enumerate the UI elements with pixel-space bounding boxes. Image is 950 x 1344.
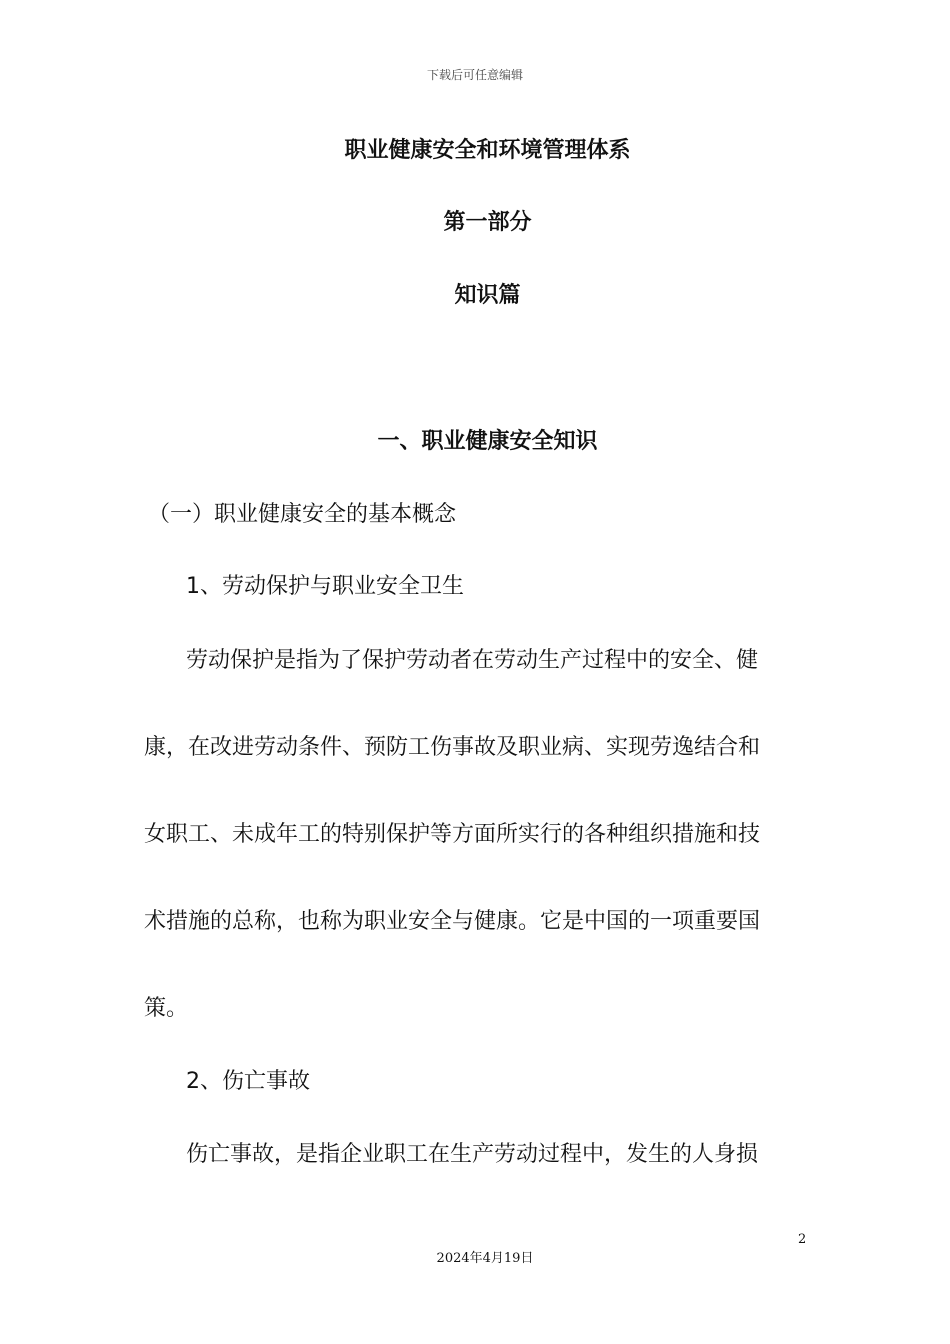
section-heading: 一、职业健康安全知识 [377, 429, 598, 454]
page-number: 2 [798, 1232, 807, 1247]
paragraph-line: 康，在改进劳动条件、预防工伤事故及职业病、实现劳逸结合和 [144, 735, 761, 760]
paragraph-line: 术措施的总称，也称为职业安全与健康。它是中国的一项重要国 [144, 909, 761, 934]
paragraph-line: 劳动保护是指为了保护劳动者在劳动生产过程中的安全、健 [186, 648, 759, 673]
paragraph-line: 女职工、未成年工的特别保护等方面所实行的各种组织措施和技 [144, 822, 761, 847]
subsection-heading: （一）职业健康安全的基本概念 [148, 502, 457, 527]
paragraph-line: 伤亡事故，是指企业职工在生产劳动过程中，发生的人身损 [186, 1142, 759, 1167]
paragraph-line: 策。 [144, 996, 189, 1021]
item-heading-1: 1、劳动保护与职业安全卫生 [186, 574, 464, 599]
item-heading-2: 2、伤亡事故 [186, 1069, 310, 1094]
part-title: 第一部分 [443, 210, 532, 235]
part-name: 知识篇 [454, 283, 521, 308]
document-title: 职业健康安全和环境管理体系 [344, 138, 631, 163]
footer-date: 2024年4月19日 [436, 1251, 534, 1266]
header-note: 下载后可任意编辑 [426, 68, 523, 82]
